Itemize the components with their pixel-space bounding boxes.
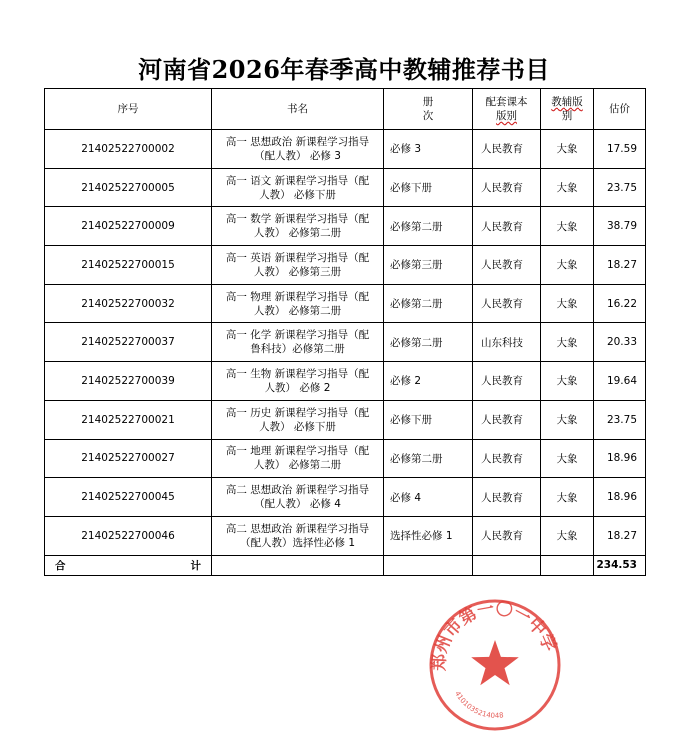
cell-volume: 必修第二册 (384, 284, 473, 323)
cell-serial: 21402522700015 (45, 246, 212, 285)
header-version-line1: 教辅版 (551, 96, 583, 108)
header-volume-line2: 次 (422, 110, 434, 122)
cell-version: 大象 (541, 478, 594, 517)
header-volume (384, 89, 473, 130)
total-label (45, 555, 212, 575)
cell-version: 大象 (541, 130, 594, 169)
table-row (45, 362, 646, 401)
table-row (45, 168, 646, 207)
cell-publisher: 人民教育 (473, 168, 541, 207)
cell-version: 大象 (541, 168, 594, 207)
cell-book-name-line2: （配人教） 必修 3 (254, 149, 341, 162)
cell-serial: 21402522700027 (45, 439, 212, 478)
cell-volume: 必修 3 (384, 130, 473, 169)
cell-book-name-line1: 高一 物理 新课程学习指导（配 (225, 290, 370, 303)
cell-price: 16.22 (594, 284, 646, 323)
cell-book-name (212, 168, 384, 207)
header-serial: 序号 (45, 89, 212, 130)
total-value: 234.53 (594, 555, 646, 575)
total-empty-publisher (473, 555, 541, 575)
table-row (45, 284, 646, 323)
cell-serial: 21402522700002 (45, 130, 212, 169)
stamp-code-text: 4101035214048 (453, 689, 505, 720)
cell-serial: 21402522700037 (45, 323, 212, 362)
cell-price: 23.75 (594, 168, 646, 207)
cell-book-name-line1: 高一 地理 新课程学习指导（配 (225, 445, 370, 458)
cell-publisher: 人民教育 (473, 478, 541, 517)
cell-book-name (212, 439, 384, 478)
cell-book-name (212, 207, 384, 246)
cell-serial: 21402522700045 (45, 478, 212, 517)
cell-price: 23.75 (594, 400, 646, 439)
cell-publisher: 人民教育 (473, 284, 541, 323)
cell-version: 大象 (541, 400, 594, 439)
table-row (45, 207, 646, 246)
cell-book-name (212, 400, 384, 439)
cell-book-name (212, 516, 384, 555)
total-label-left: 合 (55, 559, 66, 572)
cell-volume: 必修第二册 (384, 323, 473, 362)
cell-serial: 21402522700021 (45, 400, 212, 439)
header-publisher-line1: 配套课本 (485, 96, 528, 108)
table-row (45, 246, 646, 285)
table-row (45, 323, 646, 362)
cell-price: 17.59 (594, 130, 646, 169)
header-version-line2: 别 (561, 110, 573, 122)
cell-version: 大象 (541, 439, 594, 478)
cell-volume: 必修下册 (384, 400, 473, 439)
cell-book-name-line2: 人教） 必修第二册 (253, 227, 342, 240)
book-list-table (44, 88, 646, 576)
cell-book-name (212, 246, 384, 285)
stamp-name-text: 郑州市第一〇一中学 (429, 598, 560, 672)
cell-book-name (212, 323, 384, 362)
cell-price: 18.96 (594, 478, 646, 517)
cell-price: 38.79 (594, 207, 646, 246)
cell-volume: 必修第三册 (384, 246, 473, 285)
cell-version: 大象 (541, 516, 594, 555)
total-empty-name (212, 555, 384, 575)
cell-book-name-line2: 人教） 必修第二册 (253, 304, 342, 317)
cell-volume: 必修第二册 (384, 207, 473, 246)
page-title: 河南省2026年春季高中教辅推荐书目 (138, 55, 550, 84)
header-version (541, 89, 594, 130)
total-empty-version (541, 555, 594, 575)
cell-publisher: 人民教育 (473, 130, 541, 169)
cell-book-name-line2: 鲁科技）必修第二册 (250, 343, 345, 356)
cell-book-name-line1: 高一 化学 新课程学习指导（配 (225, 329, 370, 342)
cell-book-name-line2: （配人教）选择性必修 1 (239, 536, 356, 549)
table-header-row (45, 89, 646, 130)
cell-price: 18.96 (594, 439, 646, 478)
cell-volume: 选择性必修 1 (384, 516, 473, 555)
header-name: 书名 (212, 89, 384, 130)
cell-publisher: 人民教育 (473, 439, 541, 478)
header-publisher-line2: 版别 (496, 110, 517, 122)
cell-volume: 必修 4 (384, 478, 473, 517)
cell-book-name-line2: 人教） 必修下册 (259, 188, 336, 201)
total-row (45, 555, 646, 575)
cell-book-name-line2: 人教） 必修第三册 (253, 265, 342, 278)
total-label-right: 计 (190, 559, 201, 572)
cell-serial: 21402522700009 (45, 207, 212, 246)
cell-price: 18.27 (594, 516, 646, 555)
cell-book-name-line1: 高一 思想政治 新课程学习指导 (225, 135, 370, 148)
cell-serial: 21402522700032 (45, 284, 212, 323)
cell-book-name-line1: 高一 语文 新课程学习指导（配 (225, 174, 370, 187)
cell-book-name (212, 362, 384, 401)
table-row (45, 516, 646, 555)
cell-publisher: 人民教育 (473, 207, 541, 246)
table-row (45, 478, 646, 517)
cell-book-name-line1: 高二 思想政治 新课程学习指导 (225, 484, 370, 497)
cell-volume: 必修 2 (384, 362, 473, 401)
cell-book-name-line2: 人教） 必修第二册 (253, 459, 342, 472)
header-publisher (473, 89, 541, 130)
cell-book-name (212, 284, 384, 323)
cell-book-name-line1: 高一 英语 新课程学习指导（配 (225, 251, 370, 264)
cell-publisher: 人民教育 (473, 362, 541, 401)
cell-serial: 21402522700005 (45, 168, 212, 207)
cell-serial: 21402522700039 (45, 362, 212, 401)
stamp-star-icon (471, 640, 519, 685)
cell-book-name-line2: （配人教） 必修 4 (254, 498, 341, 511)
header-volume-line1: 册 (422, 96, 434, 108)
cell-book-name-line1: 高一 生物 新课程学习指导（配 (225, 367, 370, 380)
school-seal-stamp (425, 593, 565, 733)
cell-book-name-line2: 人教） 必修 2 (264, 381, 331, 394)
cell-publisher: 人民教育 (473, 516, 541, 555)
cell-serial: 21402522700046 (45, 516, 212, 555)
cell-price: 20.33 (594, 323, 646, 362)
cell-volume: 必修下册 (384, 168, 473, 207)
cell-version: 大象 (541, 207, 594, 246)
cell-book-name (212, 478, 384, 517)
table-row (45, 439, 646, 478)
cell-publisher: 人民教育 (473, 246, 541, 285)
cell-volume: 必修第二册 (384, 439, 473, 478)
cell-version: 大象 (541, 323, 594, 362)
table-row (45, 130, 646, 169)
cell-publisher: 山东科技 (473, 323, 541, 362)
cell-version: 大象 (541, 246, 594, 285)
table-row (45, 400, 646, 439)
cell-book-name (212, 130, 384, 169)
cell-version: 大象 (541, 284, 594, 323)
cell-book-name-line1: 高一 数学 新课程学习指导（配 (225, 213, 370, 226)
cell-book-name-line2: 人教） 必修下册 (259, 420, 336, 433)
cell-book-name-line1: 高二 思想政治 新课程学习指导 (225, 522, 370, 535)
cell-version: 大象 (541, 362, 594, 401)
cell-publisher: 人民教育 (473, 400, 541, 439)
cell-book-name-line1: 高一 历史 新课程学习指导（配 (225, 406, 370, 419)
cell-price: 19.64 (594, 362, 646, 401)
header-price: 估价 (594, 89, 646, 130)
total-empty-volume (384, 555, 473, 575)
cell-price: 18.27 (594, 246, 646, 285)
